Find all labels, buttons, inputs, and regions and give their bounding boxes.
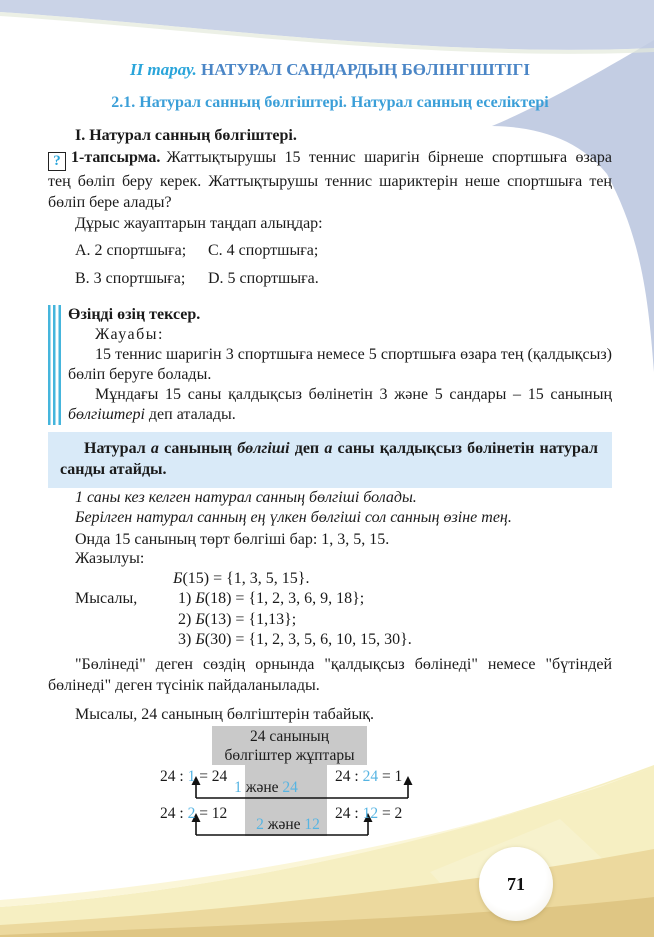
section-heading: 2.1. Натурал санның бөлгіштері. Натурал санның еселіктері [111,94,549,111]
terminology-note: "Бөлінеді" деген сөздің орнында "қалдықсыз бөлінеді" немесе "бүтіндей бөлінеді" деген түсінік пайдаланылады. [48,655,612,694]
paragraph-onda: Онда 15 санының төрт бөлгіші бар: 1, 3, 5, 15. [75,531,390,548]
answer-paragraph-2: Мұндағы 15 саны қалдықсыз бөлінетін 3 және 5 сандары – 15 санының бөлгіштері деп аталады. [68,386,612,423]
italic-rule-1: 1 саны кез келген натурал санның бөлгіші болады. [75,489,417,506]
pair-arrows [48,726,612,856]
task-text: Жаттықтырушы 15 теннис шаригін бірнеше спортшыға өзара тең бөліп беру керек. Жаттықтырушы теннис шариктерін неше спортшыға тең бөліп бере алады? [48,149,612,211]
equation-24-div-24: 24 : 24 = 1 [335,767,403,785]
example-3: 3) Б(30) = {1, 2, 3, 5, 6, 10, 15, 30}. [178,631,412,648]
question-mark-box [48,152,66,171]
example-24-intro: Мысалы, 24 санының бөлгіштерін табайық. [75,705,375,723]
task-label: 1-тапсырма. [71,149,161,166]
question-mark-icon: ? [53,153,61,169]
equation-24-div-1: 24 : 1 = 24 [160,767,228,785]
diagram-title-line-1: 24 санының [249,727,330,745]
triple-bar-icon [48,305,61,425]
equation-24-div-2: 24 : 2 = 12 [160,804,228,822]
examples-row-1 [48,589,612,610]
pair-label-1-24: 1 және 24 [234,778,298,796]
italic-rule-2: Берілген натурал санның ең үлкен бөлгіші сол санның өзіне тең. [75,509,512,526]
paragraph-zhazyluy: Жазылуы: [75,550,145,567]
answer-option-c: C. 4 спортшыға; [208,242,319,259]
answer-paragraph-1: 15 теннис шаригін 3 спортшыға немесе 5 спортшыға өзара тең (қалдықсыз) бөліп беруге болады. [68,346,612,383]
answer-option-b: B. 3 спортшыға; [75,270,186,287]
page-content [48,60,612,856]
diagram-title-line-2: бөлгіштер жұптары [224,746,355,764]
answer-option-a: A. 2 спортшыға; [75,242,187,259]
divisor-set-equation: Б(15) = {1, 3, 5, 15}. [173,570,310,587]
answer-options [75,240,319,289]
answer-heading: Жауабы: [95,326,164,343]
example-1: 1) Б(18) = {1, 2, 3, 6, 9, 18}; [178,590,365,607]
examples-label: Мысалы, [75,590,138,607]
answer-option-d: D. 5 спортшыға. [208,270,319,287]
divisor-pairs-diagram [48,726,612,856]
equation-24-div-12: 24 : 12 = 2 [335,804,403,822]
subsection-heading: I. Натурал санның бөлгіштері. [75,127,297,144]
example-2: 2) Б(13) = {1,13}; [178,610,297,628]
answer-prompt: Дұрыс жауаптарын таңдап алыңдар: [75,215,323,232]
chapter-heading [48,60,612,80]
self-check-block [48,305,612,425]
page-number: 71 [507,873,525,894]
task-paragraph [48,147,612,213]
self-check-title: Өзіңді өзің тексер. [68,306,201,323]
page-number-badge [479,847,553,921]
definition-box [48,432,612,488]
chapter-label: II тарау. [130,60,197,79]
chapter-title: НАТУРАЛ САНДАРДЫҢ БӨЛІНГІШТІГІ [196,60,530,79]
pair-label-2-12: 2 және 12 [256,815,320,833]
definition-text: Натурал а санының бөлгіші деп а саны қалдықсыз бөлінетін натурал санды атайды. [60,440,599,478]
